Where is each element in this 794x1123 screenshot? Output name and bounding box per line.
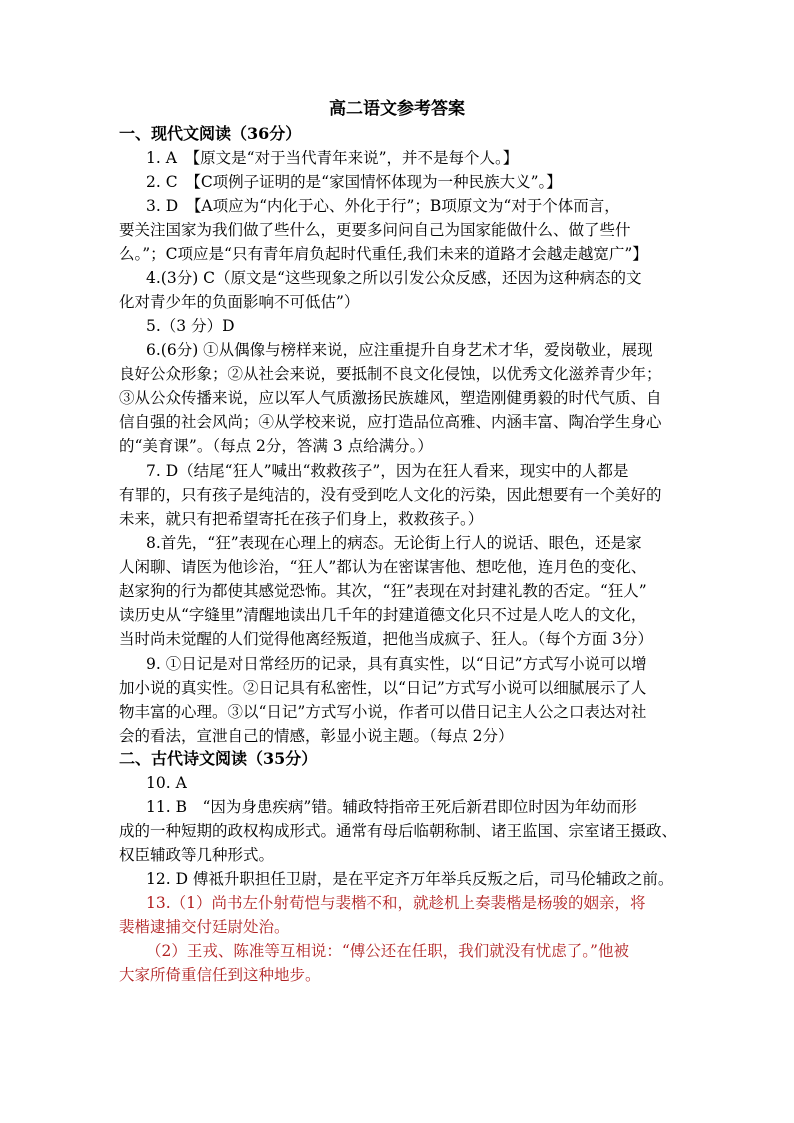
answer-q4: 4.(3分) C（原文是“这些现象之所以引发公众反感，还因为这种病态的文 化对青少年的负面影响不可低估”） bbox=[119, 269, 642, 312]
answer-q13-part2: （2）王戎、陈准等互相说：“傅公还在任职，我们就没有忧虑了。”他被 大家所倚重信任到这种地步。 bbox=[119, 942, 629, 985]
answer-q5: 5.（3 分）D bbox=[146, 317, 235, 335]
answer-q9: 9. ①日记是对日常经历的记录，具有真实性，以“日记”方式写小说可以增 加小说的真实性。②日记具有私密性，以“日记”方式写小说可以细腻展示了人 物丰富的心理。③以“日记”方式写小说，作者可以借日记主人公之口表达对社 会的看法，宣泄自己的情感，彰显小说主题。（每点 2分） bbox=[119, 655, 647, 746]
page-title: 高二语文参考答案 bbox=[329, 99, 465, 119]
answer-q12: 12. D 傅祗升职担任卫尉，是在平定齐万年举兵反叛之后，司马伦辅政之前。 bbox=[146, 870, 674, 888]
answer-q13-part1: 13.（1）尚书左仆射荀恺与裴楷不和，就趁机上奏裴楷是杨骏的姻亲，将 裴楷逮捕交付廷尉处治。 bbox=[119, 894, 646, 937]
section-heading-modern-reading: 一、现代文阅读（36分） bbox=[119, 124, 302, 143]
answer-q2: 2. C 【C项例子证明的是“家国情怀体现为一种民族大义”。】 bbox=[146, 173, 562, 191]
answer-q6: 6.(6分) ①从偶像与榜样来说，应注重提升自身艺术才华，爱岗敬业，展现 良好公众形象；②从社会来说，要抵制不良文化侵蚀，以优秀文化滋养青少年； ③从公众传播来说，应以军人气质激扬民族雄风，塑造刚健勇毅的时代气质、自 信自强的社会风尚；④从学校来说，应打造品位高雅、内涵丰富、陶冶学生身心 的“美育课”。（每点 2分，答满 3 点给满分。） bbox=[119, 341, 662, 456]
answer-q8: 8.首先，“狂”表现在心理上的病态。无论街上行人的说话、眼色，还是家 人闲聊、请医为他诊治，“狂人”都认为在密谋害他、想吃他，连月色的变化、 赵家狗的行为都使其感觉恐怖。其次，“狂”表现在对封建礼教的否定。“狂人” 读历史从“字缝里”清醒地读出几千年的封建道德文化只不过是人吃人的文化， 当时尚未觉醒的人们觉得他离经叛道，把他当成疯子、狂人。（每个方面 3分） bbox=[119, 534, 654, 649]
answer-q1: 1. A 【原文是“对于当代青年来说”，并不是每个人。】 bbox=[146, 149, 519, 167]
answer-q3: 3. D 【A项应为“内化于心、外化于行”；B项原文为“对于个体而言， 要关注国家为我们做了些什么，更要多问问自己为国家能做什么、做了些什 么。”；C项应是“只有青年肩负起时代重任,我们未来的道路才会越走越宽广”】 bbox=[119, 197, 648, 264]
answer-q11: 11. B “因为身患疾病”错。辅政特指帝王死后新君即位时因为年幼而形 成的一种短期的政权构成形式。通常有母后临朝称制、诸王监国、宗室诸王摄政、 权臣辅政等几种形式。 bbox=[119, 798, 678, 865]
answer-q10: 10. A bbox=[146, 774, 187, 792]
section-heading-classical-reading: 二、古代诗文阅读（35分） bbox=[119, 749, 318, 768]
answer-q7: 7. D（结尾“狂人”喊出“救救孩子”，因为在狂人看来，现实中的人都是 有罪的，只有孩子是纯洁的，没有受到吃人文化的污染，因此想要有一个美好的 未来，就只有把希望寄托在孩子们身上，救救孩子。） bbox=[119, 462, 662, 529]
